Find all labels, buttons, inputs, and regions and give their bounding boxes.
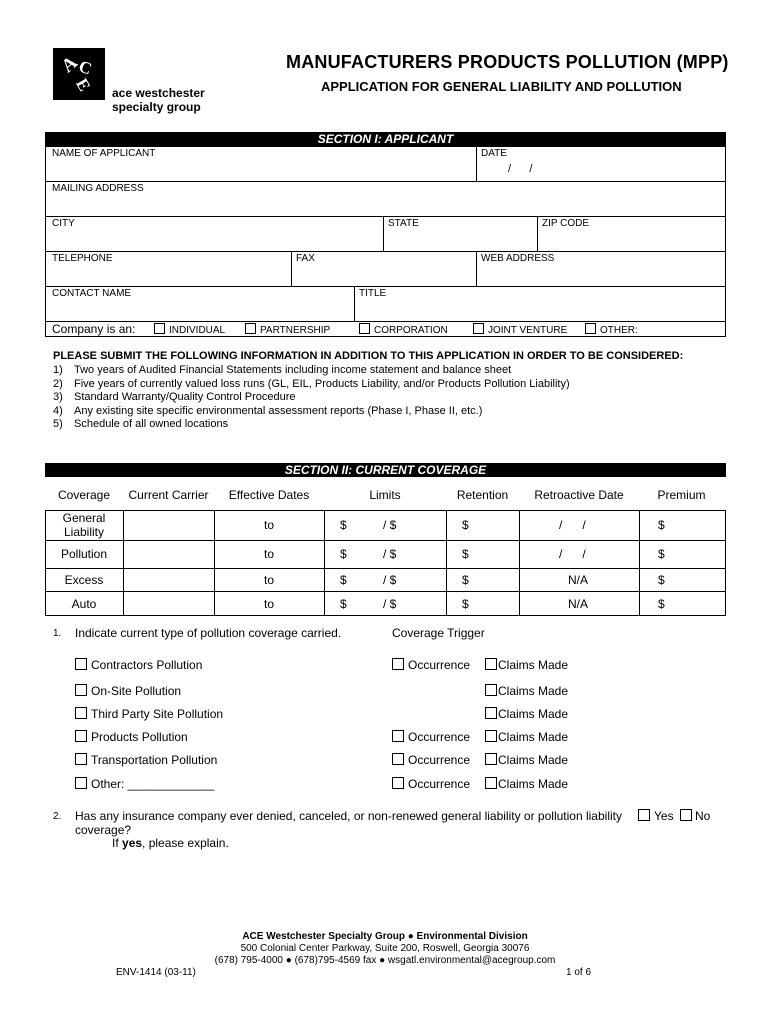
name-of-applicant-field[interactable] — [46, 160, 475, 180]
checkbox-icon[interactable] — [485, 730, 497, 742]
option-on-site-pollution[interactable]: On-Site Pollution — [75, 684, 181, 698]
company-type-individual[interactable]: INDIVIDUAL — [154, 323, 225, 336]
limits-b: / $ — [383, 547, 397, 561]
trigger-occurrence[interactable]: Occurrence — [392, 753, 470, 767]
question1-number: 1. — [53, 628, 62, 639]
trigger-claims-made[interactable]: Claims Made — [485, 730, 568, 744]
footer-line1: ACE Westchester Specialty Group ● Environmental Division — [242, 931, 528, 942]
limits-a: $ — [340, 518, 347, 532]
contact-name-label: CONTACT NAME — [52, 288, 132, 299]
form-title: MANUFACTURERS PRODUCTS POLLUTION (MPP) — [286, 52, 729, 72]
date-field[interactable]: / / — [508, 163, 533, 175]
retro-date: / / — [559, 547, 586, 561]
telephone-field[interactable] — [46, 265, 290, 285]
table-row-pollution: Pollution — [60, 547, 108, 561]
ace-logo — [53, 48, 105, 100]
option-other[interactable]: Other: _____________ — [75, 777, 214, 791]
section2-heading: SECTION II: CURRENT COVERAGE — [45, 463, 726, 477]
dates-to: to — [264, 597, 275, 611]
retro-date: N/A — [568, 597, 589, 611]
table-row-auto: Auto — [71, 597, 97, 611]
checkbox-icon[interactable] — [485, 658, 497, 670]
limits-a: $ — [340, 573, 347, 587]
trigger-occurrence[interactable]: Occurrence — [392, 777, 470, 791]
trigger-claims-made[interactable]: Claims Made — [485, 707, 568, 721]
fax-label: FAX — [296, 253, 315, 264]
city-label: CITY — [52, 218, 75, 229]
list-item: 5) Schedule of all owned locations — [53, 418, 229, 431]
question2-number: 2. — [53, 811, 62, 822]
checkbox-icon[interactable] — [392, 753, 404, 765]
dates-to: to — [264, 547, 275, 561]
checkbox-icon[interactable] — [485, 707, 497, 719]
list-item: 2) Five years of currently valued loss runs (GL, EIL, Products Liability, and/or Products Pollution Liability) — [53, 377, 570, 390]
checkbox-icon[interactable] — [585, 323, 596, 334]
table-row-general-liability: General Liability — [62, 511, 106, 539]
checkbox-icon[interactable] — [245, 323, 256, 334]
fax-field[interactable] — [292, 265, 475, 285]
limits-a: $ — [340, 597, 347, 611]
question2-explain: If yes, please explain. — [112, 836, 229, 850]
col-header-dates: Effective Dates — [228, 488, 310, 502]
company-type-partnership[interactable]: PARTNERSHIP — [245, 323, 330, 336]
checkbox-icon[interactable] — [485, 753, 497, 765]
company-type-corporation[interactable]: CORPORATION — [359, 323, 448, 336]
checkbox-icon[interactable] — [473, 323, 484, 334]
name-of-applicant-label: NAME OF APPLICANT — [52, 148, 156, 159]
form-number: ENV-1414 (03-11) — [116, 967, 196, 978]
section1-heading: SECTION I: APPLICANT — [45, 132, 726, 146]
trigger-claims-made[interactable]: Claims Made — [485, 777, 568, 791]
col-header-limits: Limits — [369, 488, 401, 502]
footer-address: 500 Colonial Center Parkway, Suite 200, Roswell, Georgia 30076 — [240, 943, 530, 954]
col-header-retro: Retroactive Date — [534, 488, 624, 502]
requirements-heading: PLEASE SUBMIT THE FOLLOWING INFORMATION IN ADDITION TO THIS APPLICATION IN ORDER TO BE CONSIDERED: — [53, 350, 684, 362]
trigger-claims-made[interactable]: Claims Made — [485, 658, 568, 672]
dates-to: to — [264, 573, 275, 587]
table-row-excess: Excess — [64, 573, 104, 587]
checkbox-icon[interactable] — [75, 707, 87, 719]
limits-b: / $ — [383, 573, 397, 587]
checkbox-icon[interactable] — [680, 809, 692, 821]
telephone-label: TELEPHONE — [52, 253, 113, 264]
page-number: 1 of 6 — [566, 967, 592, 978]
footer-contact: (678) 795-4000 ● (678)795-4569 fax ● wsgatl.environmental@acegroup.com — [214, 955, 556, 966]
city-field[interactable] — [46, 230, 382, 250]
retention: $ — [462, 547, 469, 561]
retention: $ — [462, 597, 469, 611]
option-third-party-site-pollution[interactable]: Third Party Site Pollution — [75, 707, 223, 721]
retention: $ — [462, 518, 469, 532]
form-subtitle: APPLICATION FOR GENERAL LIABILITY AND POLLUTION — [321, 79, 682, 94]
limits-b: / $ — [383, 597, 397, 611]
web-address-field[interactable] — [477, 265, 724, 285]
list-item: 1) Two years of Audited Financial Statements including income statement and balance sheet — [53, 364, 512, 376]
list-item: 3) Standard Warranty/Quality Control Procedure — [53, 391, 296, 404]
option-products-pollution[interactable]: Products Pollution — [75, 730, 188, 744]
retention: $ — [462, 573, 469, 587]
checkbox-icon[interactable] — [75, 753, 87, 765]
company-type-other[interactable]: OTHER: — [585, 323, 638, 336]
limits-b: / $ — [383, 518, 397, 532]
retro-date: N/A — [568, 573, 589, 587]
logo-letter-a: A — [57, 52, 82, 78]
trigger-occurrence[interactable]: Occurrence — [392, 658, 470, 672]
title-field[interactable] — [355, 300, 724, 320]
col-header-retention: Retention — [456, 488, 509, 502]
option-contractors-pollution[interactable]: Contractors Pollution — [75, 658, 202, 672]
state-label: STATE — [388, 218, 419, 229]
checkbox-icon[interactable] — [75, 730, 87, 742]
question1-text: Indicate current type of pollution coverage carried. — [75, 626, 342, 640]
checkbox-icon[interactable] — [485, 777, 497, 789]
company-name-line2: specialty group — [112, 100, 201, 114]
question2-yes[interactable]: Yes — [638, 809, 674, 823]
trigger-occurrence[interactable]: Occurrence — [392, 730, 470, 744]
mailing-address-field[interactable] — [46, 195, 724, 215]
question2-text: Has any insurance company ever denied, canceled, or non-renewed general liability or pollution liability coverage? — [75, 809, 622, 837]
coverage-trigger-label: Coverage Trigger — [392, 626, 485, 640]
premium: $ — [658, 597, 665, 611]
trigger-claims-made[interactable]: Claims Made — [485, 684, 568, 698]
checkbox-icon[interactable] — [154, 323, 165, 334]
checkbox-icon[interactable] — [359, 323, 370, 334]
dates-to: to — [264, 518, 275, 532]
checkbox-icon[interactable] — [392, 658, 404, 670]
checkbox-icon[interactable] — [485, 684, 497, 696]
requirements-list — [53, 364, 570, 432]
state-field[interactable] — [384, 230, 536, 250]
zip-code-field[interactable] — [538, 230, 724, 250]
trigger-claims-made[interactable]: Claims Made — [485, 753, 568, 767]
zip-code-label: ZIP CODE — [542, 218, 590, 229]
web-address-label: WEB ADDRESS — [481, 253, 555, 264]
company-type-joint-venture[interactable]: JOINT VENTURE — [473, 323, 567, 336]
checkbox-icon[interactable] — [392, 777, 404, 789]
checkbox-icon[interactable] — [75, 777, 87, 789]
col-header-carrier: Current Carrier — [128, 488, 209, 502]
checkbox-icon[interactable] — [75, 658, 87, 670]
col-header-premium: Premium — [657, 488, 706, 502]
limits-a: $ — [340, 547, 347, 561]
option-transportation-pollution[interactable]: Transportation Pollution — [75, 753, 217, 767]
retro-date: / / — [559, 518, 586, 532]
mailing-address-label: MAILING ADDRESS — [52, 183, 144, 194]
col-header-coverage: Coverage — [57, 488, 111, 502]
logo-letter-c: C — [76, 56, 95, 79]
company-is-label: Company is an: — [52, 322, 136, 336]
date-label: DATE — [481, 148, 507, 159]
logo-letter-e: E — [72, 75, 95, 95]
contact-name-field[interactable] — [46, 300, 353, 320]
premium: $ — [658, 547, 665, 561]
title-label: TITLE — [359, 288, 387, 299]
checkbox-icon[interactable] — [638, 809, 650, 821]
checkbox-icon[interactable] — [392, 730, 404, 742]
question2-no[interactable]: No — [680, 809, 710, 823]
premium: $ — [658, 518, 665, 532]
premium: $ — [658, 573, 665, 587]
company-name-line1: ace westchester — [112, 86, 205, 100]
checkbox-icon[interactable] — [75, 684, 87, 696]
list-item: 4) Any existing site specific environmental assessment reports (Phase I, Phase II, etc.) — [53, 404, 483, 417]
